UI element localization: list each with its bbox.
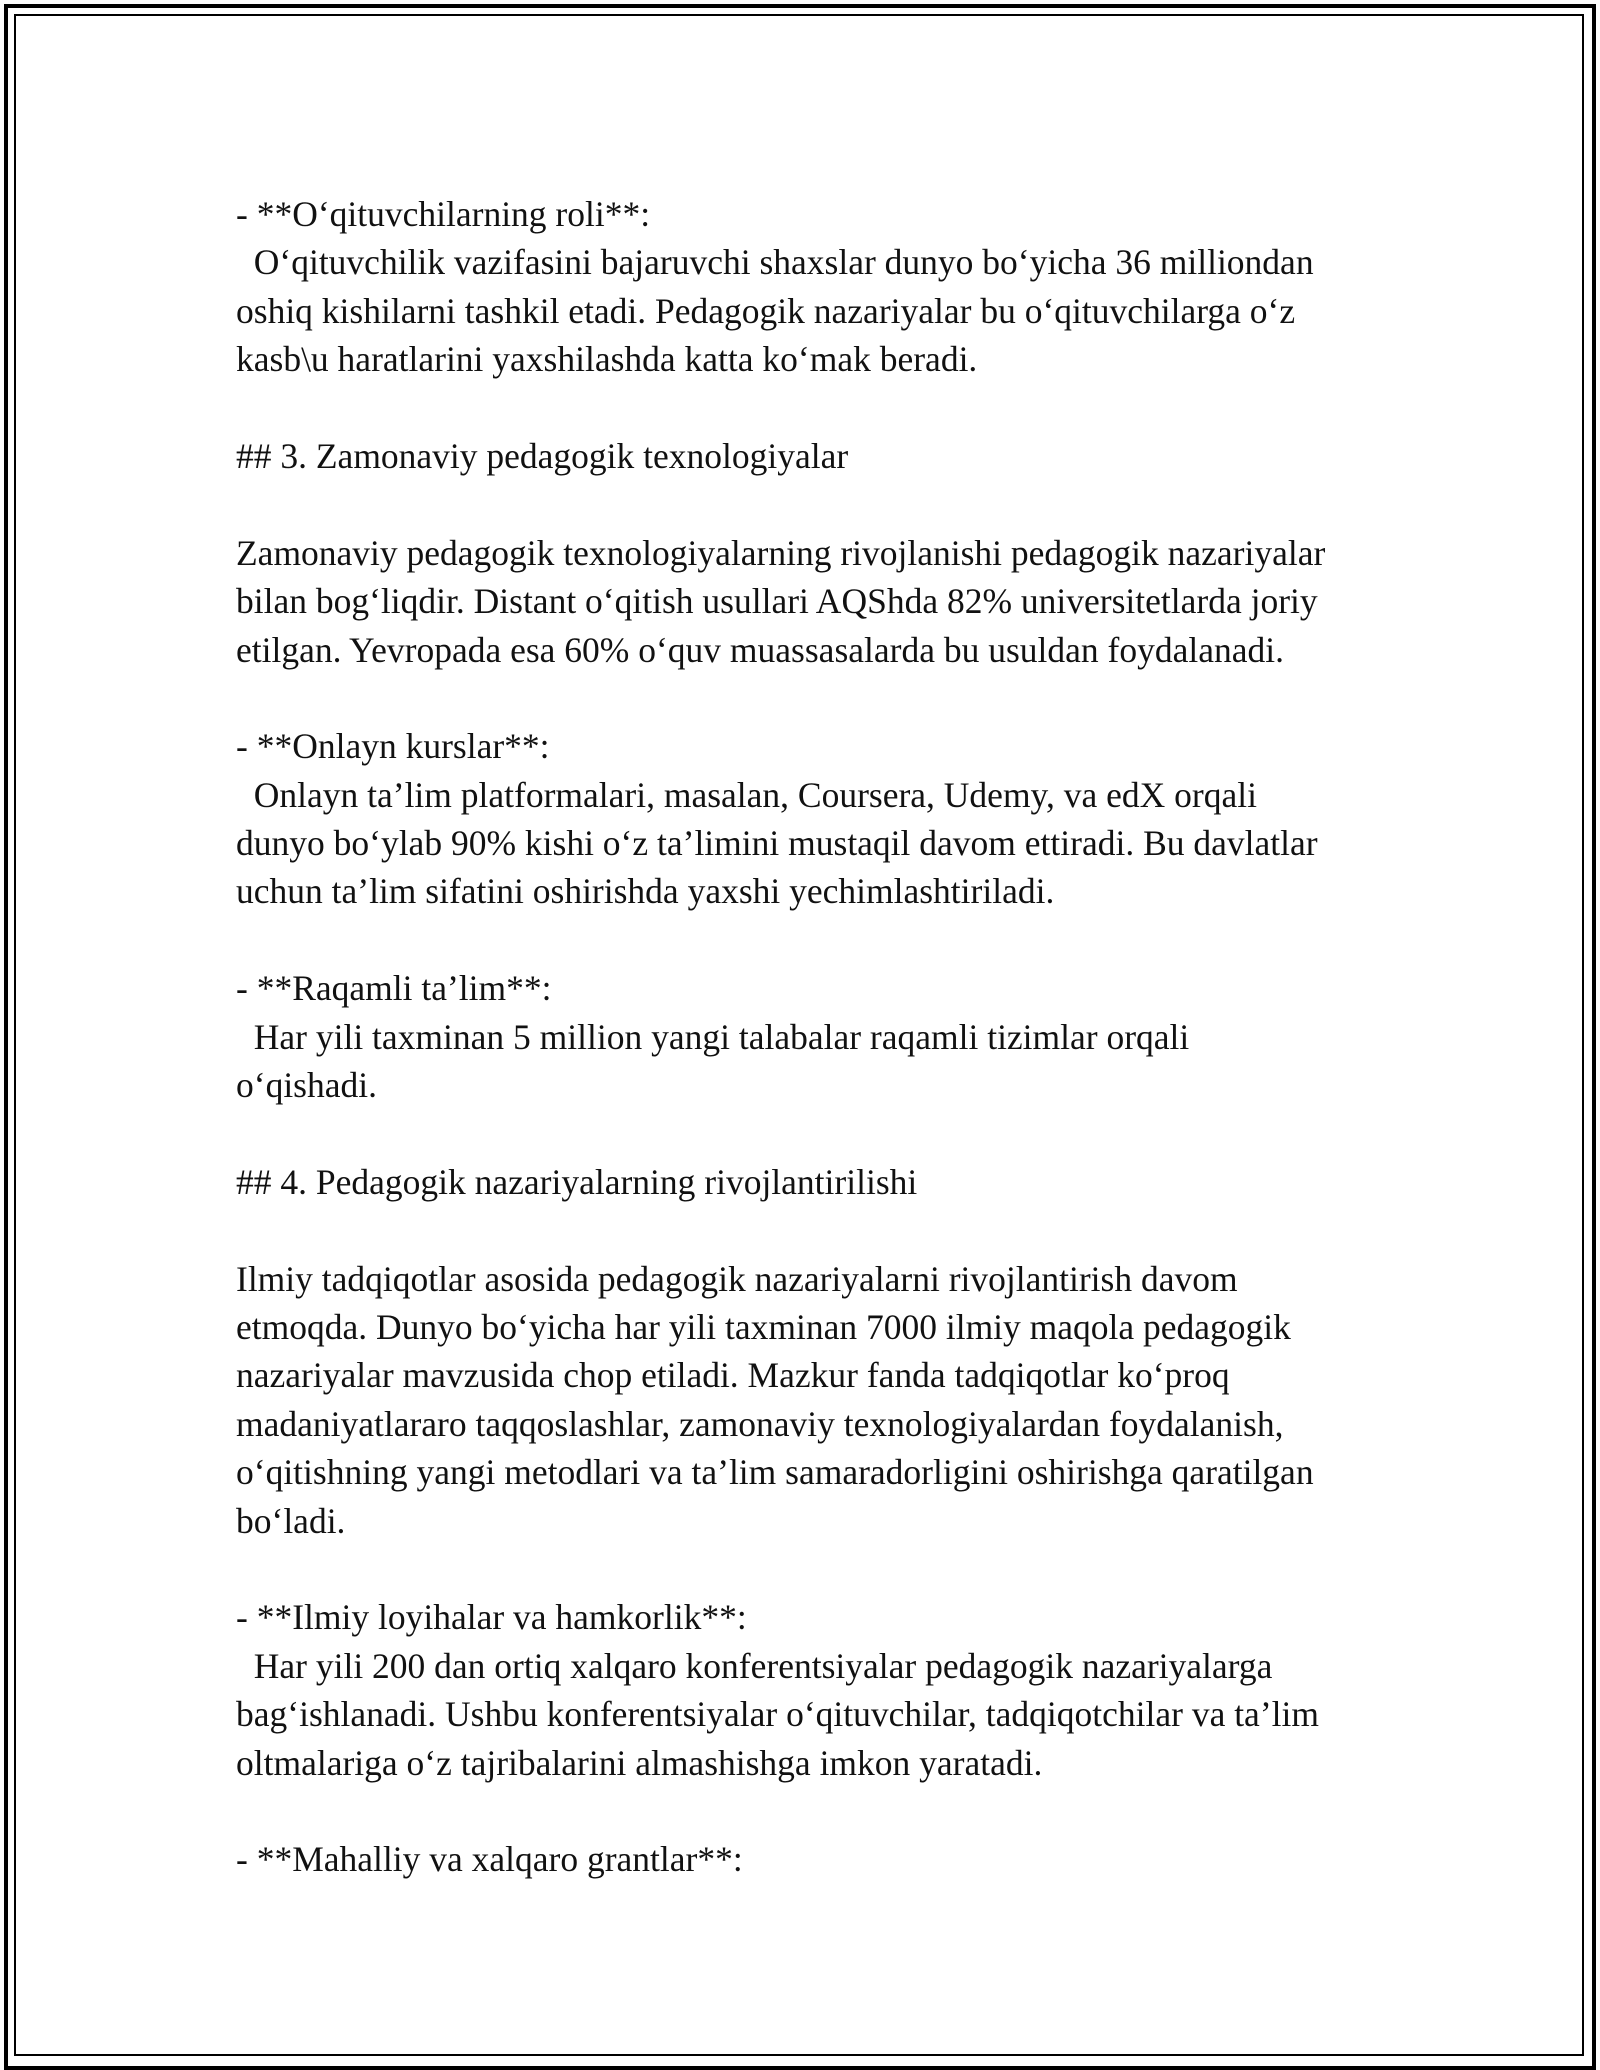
blank-line: [236, 674, 1386, 722]
bullet-heading-digital-education: - **Raqamli ta’lim**:: [236, 968, 552, 1009]
paragraph-line: Zamonaviy pedagogik texnologiyalarning rivojlanishi pedagogik nazariyalar: [236, 532, 1326, 573]
paragraph-line: bilan bog‘liqdir. Distant o‘qitish usullari AQShda 82% universitetlarda joriy: [236, 581, 1318, 622]
paragraph-line: Har yili taxminan 5 million yangi talabalar raqamli tizimlar orqali: [236, 1016, 1190, 1057]
blank-line: [236, 1545, 1386, 1593]
section-heading-3: ## 3. Zamonaviy pedagogik texnologiyalar: [236, 435, 849, 476]
blank-line: [236, 480, 1386, 528]
bullet-heading-teachers-role: - **O‘qituvchilarning roli**:: [236, 194, 651, 234]
paragraph-line: kasb\u haratlarini yaxshilashda katta ko‘mak beradi.: [236, 339, 978, 380]
paragraph-line: Har yili 200 dan ortiq xalqaro konferentsiyalar pedagogik nazariyalarga: [236, 1645, 1273, 1686]
paragraph-line: etilgan. Yevropada esa 60% o‘quv muassasalarda bu usuldan foydalanadi.: [236, 629, 1284, 670]
paragraph-line: uchun ta’lim sifatini oshirishda yaxshi yechimlashtiriladi.: [236, 871, 1055, 912]
bullet-heading-research-projects: - **Ilmiy loyihalar va hamkorlik**:: [236, 1597, 747, 1638]
paragraph-line: etmoqda. Dunyo bo‘yicha har yili taxminan 7000 ilmiy maqola pedagogik: [236, 1306, 1291, 1347]
paragraph-line: Ilmiy tadqiqotlar asosida pedagogik nazariyalarni rivojlantirish davom: [236, 1258, 1238, 1299]
blank-line: [236, 1109, 1386, 1157]
paragraph-line: nazariyalar mavzusida chop etiladi. Mazkur fanda tadqiqotlar ko‘proq: [236, 1355, 1230, 1396]
paragraph-line: oltmalariga o‘z tajribalarini almashishga imkon yaratadi.: [236, 1742, 1043, 1783]
paragraph-line: o‘qitishning yangi metodlari va ta’lim samaradorligini oshirishga qaratilgan: [236, 1452, 1314, 1493]
paragraph-line: o‘qishadi.: [236, 1065, 377, 1106]
section-heading-4: ## 4. Pedagogik nazariyalarning rivojlantirilishi: [236, 1161, 918, 1202]
paragraph-line: madaniyatlararo taqqoslashlar, zamonaviy texnologiyalardan foydalanish,: [236, 1403, 1284, 1444]
blank-line: [236, 384, 1386, 432]
paragraph-line: Onlayn ta’lim platformalari, masalan, Coursera, Udemy, va edX orqali: [236, 774, 1257, 815]
blank-line: [236, 916, 1386, 964]
bullet-heading-online-courses: - **Onlayn kurslar**:: [236, 726, 550, 767]
bullet-heading-grants: - **Mahalliy va xalqaro grantlar**:: [236, 1839, 743, 1880]
paragraph-line: oshiq kishilarni tashkil etadi. Pedagogik nazariyalar bu o‘qituvchilarga o‘z: [236, 290, 1296, 331]
blank-line: [236, 1206, 1386, 1254]
document-body: [236, 190, 1386, 1884]
blank-line: [236, 1787, 1386, 1835]
paragraph-line: dunyo bo‘ylab 90% kishi o‘z ta’limini mustaqil davom ettiradi. Bu davlatlar: [236, 823, 1318, 864]
paragraph-line: bo‘ladi.: [236, 1500, 346, 1541]
paragraph-line: O‘qituvchilik vazifasini bajaruvchi shaxslar dunyo bo‘yicha 36 milliondan: [236, 242, 1314, 283]
paragraph-line: bag‘ishlanadi. Ushbu konferentsiyalar o‘qituvchilar, tadqiqotchilar va ta’lim: [236, 1694, 1319, 1735]
